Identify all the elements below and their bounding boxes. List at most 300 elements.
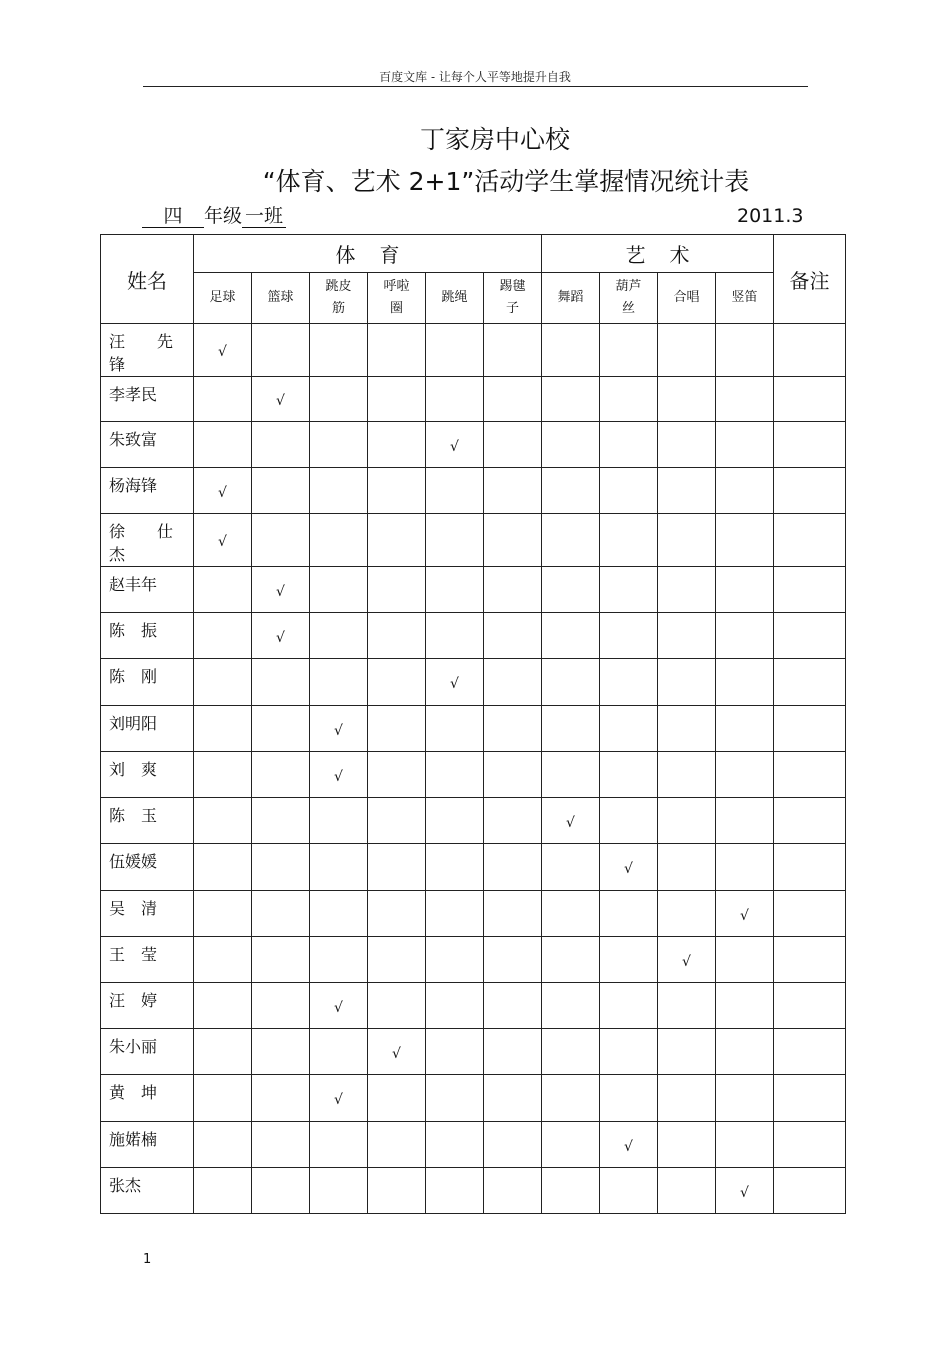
activity-cell [426, 891, 484, 937]
activity-cell [600, 752, 658, 798]
table-row [101, 422, 846, 468]
activity-cell [310, 422, 368, 468]
table-row [101, 1122, 846, 1168]
check-mark: √ [450, 438, 459, 455]
activity-cell [542, 752, 600, 798]
table-row [101, 937, 846, 983]
activity-cell [484, 1075, 542, 1122]
activity-cell [716, 1075, 774, 1122]
activity-cell [252, 377, 310, 422]
activity-cell [658, 706, 716, 752]
activity-cell [716, 983, 774, 1029]
activity-cell [542, 659, 600, 706]
remarks-cell [774, 514, 846, 567]
activity-cell [716, 937, 774, 983]
activity-cell [194, 798, 252, 844]
activity-cell [310, 1168, 368, 1214]
activity-cell [426, 377, 484, 422]
activity-cell [716, 324, 774, 377]
activity-cell [368, 514, 426, 567]
activity-cell [252, 752, 310, 798]
column-header: 篮球 [252, 273, 310, 324]
remarks-cell [774, 613, 846, 659]
activity-cell [716, 1168, 774, 1214]
remarks-cell [774, 377, 846, 422]
student-name: 刘 爽 [101, 752, 194, 798]
remarks-cell [774, 1122, 846, 1168]
student-name: 汪 婷 [101, 983, 194, 1029]
activity-cell [600, 377, 658, 422]
activity-cell [542, 1122, 600, 1168]
activity-cell [600, 798, 658, 844]
activity-cell [310, 891, 368, 937]
activity-cell [542, 422, 600, 468]
activity-cell [716, 659, 774, 706]
column-header-line: 圈 [389, 301, 403, 316]
activity-cell [368, 891, 426, 937]
activity-cell [542, 1029, 600, 1075]
activity-cell [658, 613, 716, 659]
activity-cell [600, 1029, 658, 1075]
activity-cell [542, 891, 600, 937]
column-header: 足球 [194, 273, 252, 324]
activity-cell [252, 422, 310, 468]
activity-cell [252, 324, 310, 377]
title-school: 丁家房中心校 [419, 125, 570, 154]
activity-cell [542, 468, 600, 514]
activity-cell [252, 1075, 310, 1122]
table-row [101, 613, 846, 659]
activity-cell [252, 514, 310, 567]
student-name: 吴 清 [101, 891, 194, 937]
activity-cell [658, 468, 716, 514]
table-row [101, 891, 846, 937]
activity-cell [252, 659, 310, 706]
activity-cell [252, 567, 310, 613]
activity-cell [252, 468, 310, 514]
activity-cell [368, 567, 426, 613]
student-name: 陈 刚 [101, 659, 194, 706]
activity-cell [484, 983, 542, 1029]
date: 2011.3 [737, 205, 804, 227]
activity-cell [542, 706, 600, 752]
activity-cell [658, 844, 716, 891]
page-header: 百度文库 - 让每个人平等地提升自我 [379, 70, 571, 84]
activity-cell [542, 567, 600, 613]
activity-cell [426, 468, 484, 514]
activity-cell [658, 1168, 716, 1214]
table-row [101, 752, 846, 798]
check-mark: √ [450, 676, 459, 692]
check-mark: √ [334, 768, 343, 785]
student-name: 张杰 [101, 1168, 194, 1214]
remarks-cell [774, 844, 846, 891]
activity-cell [542, 798, 600, 844]
activity-cell [368, 1122, 426, 1168]
activity-cell [426, 706, 484, 752]
table-row [101, 844, 846, 891]
activity-cell [194, 1168, 252, 1214]
activity-cell [658, 659, 716, 706]
activity-cell [368, 844, 426, 891]
activity-cell [542, 844, 600, 891]
table-row [101, 377, 846, 422]
student-name: 陈 振 [101, 613, 194, 659]
remarks-cell [774, 1168, 846, 1214]
activity-cell [484, 422, 542, 468]
activity-cell [716, 798, 774, 844]
activity-cell [484, 1168, 542, 1214]
activity-cell [310, 613, 368, 659]
activity-cell [194, 567, 252, 613]
activity-cell [484, 514, 542, 567]
activity-cell [310, 937, 368, 983]
check-mark: √ [334, 999, 343, 1016]
activity-cell [310, 844, 368, 891]
activity-cell [194, 324, 252, 377]
activity-cell [368, 1075, 426, 1122]
check-mark: √ [334, 1092, 343, 1108]
student-name: 黄 坤 [101, 1075, 194, 1122]
activity-cell [484, 891, 542, 937]
student-name: 李孝民 [101, 377, 194, 422]
check-mark: √ [624, 1138, 633, 1155]
table-row [101, 983, 846, 1029]
column-header-line: 筋 [331, 301, 345, 316]
activity-cell [542, 937, 600, 983]
activity-cell [426, 514, 484, 567]
check-mark: √ [334, 722, 343, 739]
remarks-cell [774, 659, 846, 706]
student-name: 刘明阳 [101, 706, 194, 752]
table-row [101, 468, 846, 514]
activity-cell [600, 891, 658, 937]
student-name: 施婼楠 [101, 1122, 194, 1168]
activity-cell [542, 514, 600, 567]
activity-cell [252, 891, 310, 937]
activity-cell [716, 1029, 774, 1075]
activity-cell [484, 1029, 542, 1075]
activity-cell [658, 377, 716, 422]
activity-cell [426, 1122, 484, 1168]
column-header [368, 273, 426, 324]
table-row [101, 659, 846, 706]
column-header-line: 葫芦 [615, 279, 642, 294]
activity-cell [426, 1029, 484, 1075]
activity-cell [658, 983, 716, 1029]
activity-cell [368, 937, 426, 983]
activity-cell [368, 659, 426, 706]
check-mark: √ [740, 907, 749, 924]
remarks-cell [774, 937, 846, 983]
column-header: 合唱 [658, 273, 716, 324]
class-value: 一班 [242, 205, 286, 228]
column-header-line: 子 [505, 301, 519, 316]
activity-cell [426, 752, 484, 798]
activity-cell [368, 752, 426, 798]
check-mark: √ [682, 953, 691, 970]
activity-cell [658, 324, 716, 377]
activity-cell [194, 1122, 252, 1168]
activity-cell [600, 1075, 658, 1122]
activity-cell [600, 937, 658, 983]
student-name: 朱致富 [101, 422, 194, 468]
activity-cell [484, 798, 542, 844]
activity-cell [194, 983, 252, 1029]
header-rule [143, 86, 808, 87]
activity-cell [484, 567, 542, 613]
activity-cell [252, 1168, 310, 1214]
activity-cell [600, 1122, 658, 1168]
activity-cell [426, 844, 484, 891]
activity-cell [484, 324, 542, 377]
activity-cell [600, 514, 658, 567]
activity-cell [310, 1029, 368, 1075]
sports-group-header [194, 235, 542, 273]
activity-cell [426, 983, 484, 1029]
activity-cell [252, 1122, 310, 1168]
activity-cell [658, 1075, 716, 1122]
activity-cell [542, 324, 600, 377]
activity-cell [194, 1029, 252, 1075]
activity-cell [252, 937, 310, 983]
grade-value: 四 [142, 205, 204, 228]
activity-cell [310, 1075, 368, 1122]
activity-cell [368, 377, 426, 422]
check-mark: √ [566, 814, 575, 831]
remarks-cell [774, 752, 846, 798]
student-name: 朱小丽 [101, 1029, 194, 1075]
activity-cell [310, 752, 368, 798]
check-mark: √ [276, 629, 285, 646]
activity-cell [658, 891, 716, 937]
activity-cell [600, 613, 658, 659]
activity-cell [194, 514, 252, 567]
remarks-cell [774, 422, 846, 468]
activity-cell [426, 324, 484, 377]
activity-cell [484, 377, 542, 422]
remarks-cell [774, 798, 846, 844]
activity-cell [310, 983, 368, 1029]
activity-cell [600, 706, 658, 752]
table-row [101, 706, 846, 752]
activity-cell [194, 937, 252, 983]
remarks-cell [774, 706, 846, 752]
activity-cell [542, 613, 600, 659]
activity-cell [426, 937, 484, 983]
column-header-row [101, 273, 846, 324]
remarks-cell [774, 1075, 846, 1122]
activity-cell [542, 377, 600, 422]
activity-cell [252, 613, 310, 659]
activity-cell [194, 844, 252, 891]
student-name: 赵丰年 [101, 567, 194, 613]
activity-cell [716, 422, 774, 468]
activity-cell [194, 706, 252, 752]
activity-cell [426, 1168, 484, 1214]
activity-cell [600, 567, 658, 613]
activity-cell [194, 891, 252, 937]
remarks-cell [774, 567, 846, 613]
table-row [101, 514, 846, 567]
activity-cell [252, 983, 310, 1029]
activity-cell [310, 798, 368, 844]
activity-cell [484, 1122, 542, 1168]
student-name: 王 莹 [101, 937, 194, 983]
activity-cell [194, 422, 252, 468]
check-mark: √ [218, 534, 227, 550]
activity-cell [484, 844, 542, 891]
student-name: 陈 玉 [101, 798, 194, 844]
activity-cell [600, 983, 658, 1029]
activity-cell [194, 659, 252, 706]
column-header [484, 273, 542, 324]
activity-cell [194, 468, 252, 514]
activity-cell [426, 1075, 484, 1122]
arts-group-header [542, 235, 774, 273]
activity-cell [368, 798, 426, 844]
activity-cell [368, 1168, 426, 1214]
activity-cell [310, 377, 368, 422]
student-name: 杨海锋 [101, 468, 194, 514]
check-mark: √ [218, 344, 227, 360]
activity-cell [484, 659, 542, 706]
column-header [310, 273, 368, 324]
activity-cell [716, 377, 774, 422]
check-mark: √ [624, 861, 633, 877]
activity-cell [600, 324, 658, 377]
activity-cell [542, 1075, 600, 1122]
check-mark: √ [276, 583, 285, 600]
activity-cell [426, 798, 484, 844]
column-header-line: 踢毽 [499, 279, 526, 294]
activity-cell [658, 937, 716, 983]
remarks-cell [774, 983, 846, 1029]
activity-cell [368, 422, 426, 468]
activity-cell [600, 422, 658, 468]
activity-cell [658, 514, 716, 567]
activity-cell [716, 844, 774, 891]
activity-cell [484, 613, 542, 659]
activity-cell [194, 752, 252, 798]
activity-cell [484, 706, 542, 752]
activity-cell [194, 377, 252, 422]
activity-cell [658, 1029, 716, 1075]
activity-cell [310, 1122, 368, 1168]
activity-cell [658, 567, 716, 613]
student-name: 徐 仕杰 [101, 514, 194, 567]
column-header: 舞蹈 [542, 273, 600, 324]
activity-cell [716, 613, 774, 659]
student-name: 汪 先锋 [101, 324, 194, 377]
activity-cell [194, 1075, 252, 1122]
activity-cell [252, 844, 310, 891]
activity-cell [542, 1168, 600, 1214]
activity-cell [600, 659, 658, 706]
activity-cell [716, 567, 774, 613]
activity-cell [658, 1122, 716, 1168]
activity-cell [484, 468, 542, 514]
remarks-header: 备注 [774, 235, 846, 324]
table-row [101, 567, 846, 613]
activity-cell [368, 1029, 426, 1075]
activity-cell [368, 613, 426, 659]
remarks-cell [774, 324, 846, 377]
activity-cell [484, 752, 542, 798]
activity-cell [716, 468, 774, 514]
activity-cell [426, 422, 484, 468]
activity-cell [368, 706, 426, 752]
activity-cell [426, 659, 484, 706]
title-form: “体育、艺术 2+1”活动学生掌握情况统计表 [262, 167, 750, 196]
activity-cell [484, 937, 542, 983]
activity-cell [716, 514, 774, 567]
name-header: 姓名 [101, 235, 194, 324]
activity-cell [716, 706, 774, 752]
activity-cell [716, 891, 774, 937]
table-row [101, 324, 846, 377]
check-mark: √ [392, 1045, 401, 1062]
activity-cell [426, 567, 484, 613]
activity-cell [252, 706, 310, 752]
column-header-line: 丝 [621, 301, 635, 316]
grade-class-line [142, 205, 286, 228]
table-body [101, 324, 846, 1214]
statistics-table [100, 234, 846, 1214]
activity-cell [716, 752, 774, 798]
student-name: 伍媛媛 [101, 844, 194, 891]
activity-cell [368, 468, 426, 514]
page-number: 1 [143, 1252, 152, 1267]
column-header [600, 273, 658, 324]
activity-cell [658, 422, 716, 468]
column-header-line: 跳皮 [325, 279, 352, 294]
activity-cell [194, 613, 252, 659]
table-row [101, 1168, 846, 1214]
activity-cell [716, 1122, 774, 1168]
grade-label: 年级 [204, 205, 243, 227]
activity-cell [310, 567, 368, 613]
activity-cell [600, 1168, 658, 1214]
activity-cell [658, 798, 716, 844]
activity-cell [368, 324, 426, 377]
check-mark: √ [218, 484, 227, 501]
activity-cell [542, 983, 600, 1029]
arts-group-label: 艺术 [625, 243, 714, 267]
table-row [101, 1029, 846, 1075]
column-header: 竖笛 [716, 273, 774, 324]
column-header-line: 呼啦 [383, 279, 410, 294]
activity-cell [368, 983, 426, 1029]
activity-cell [310, 706, 368, 752]
activity-cell [252, 1029, 310, 1075]
remarks-cell [774, 1029, 846, 1075]
activity-cell [310, 659, 368, 706]
activity-cell [426, 613, 484, 659]
column-header: 跳绳 [426, 273, 484, 324]
table-row [101, 798, 846, 844]
activity-cell [310, 514, 368, 567]
activity-cell [310, 468, 368, 514]
activity-cell [658, 752, 716, 798]
activity-cell [310, 324, 368, 377]
activity-cell [600, 844, 658, 891]
table-row [101, 1075, 846, 1122]
activity-cell [600, 468, 658, 514]
activity-cell [252, 798, 310, 844]
remarks-cell [774, 468, 846, 514]
sports-group-label: 体育 [335, 243, 424, 267]
